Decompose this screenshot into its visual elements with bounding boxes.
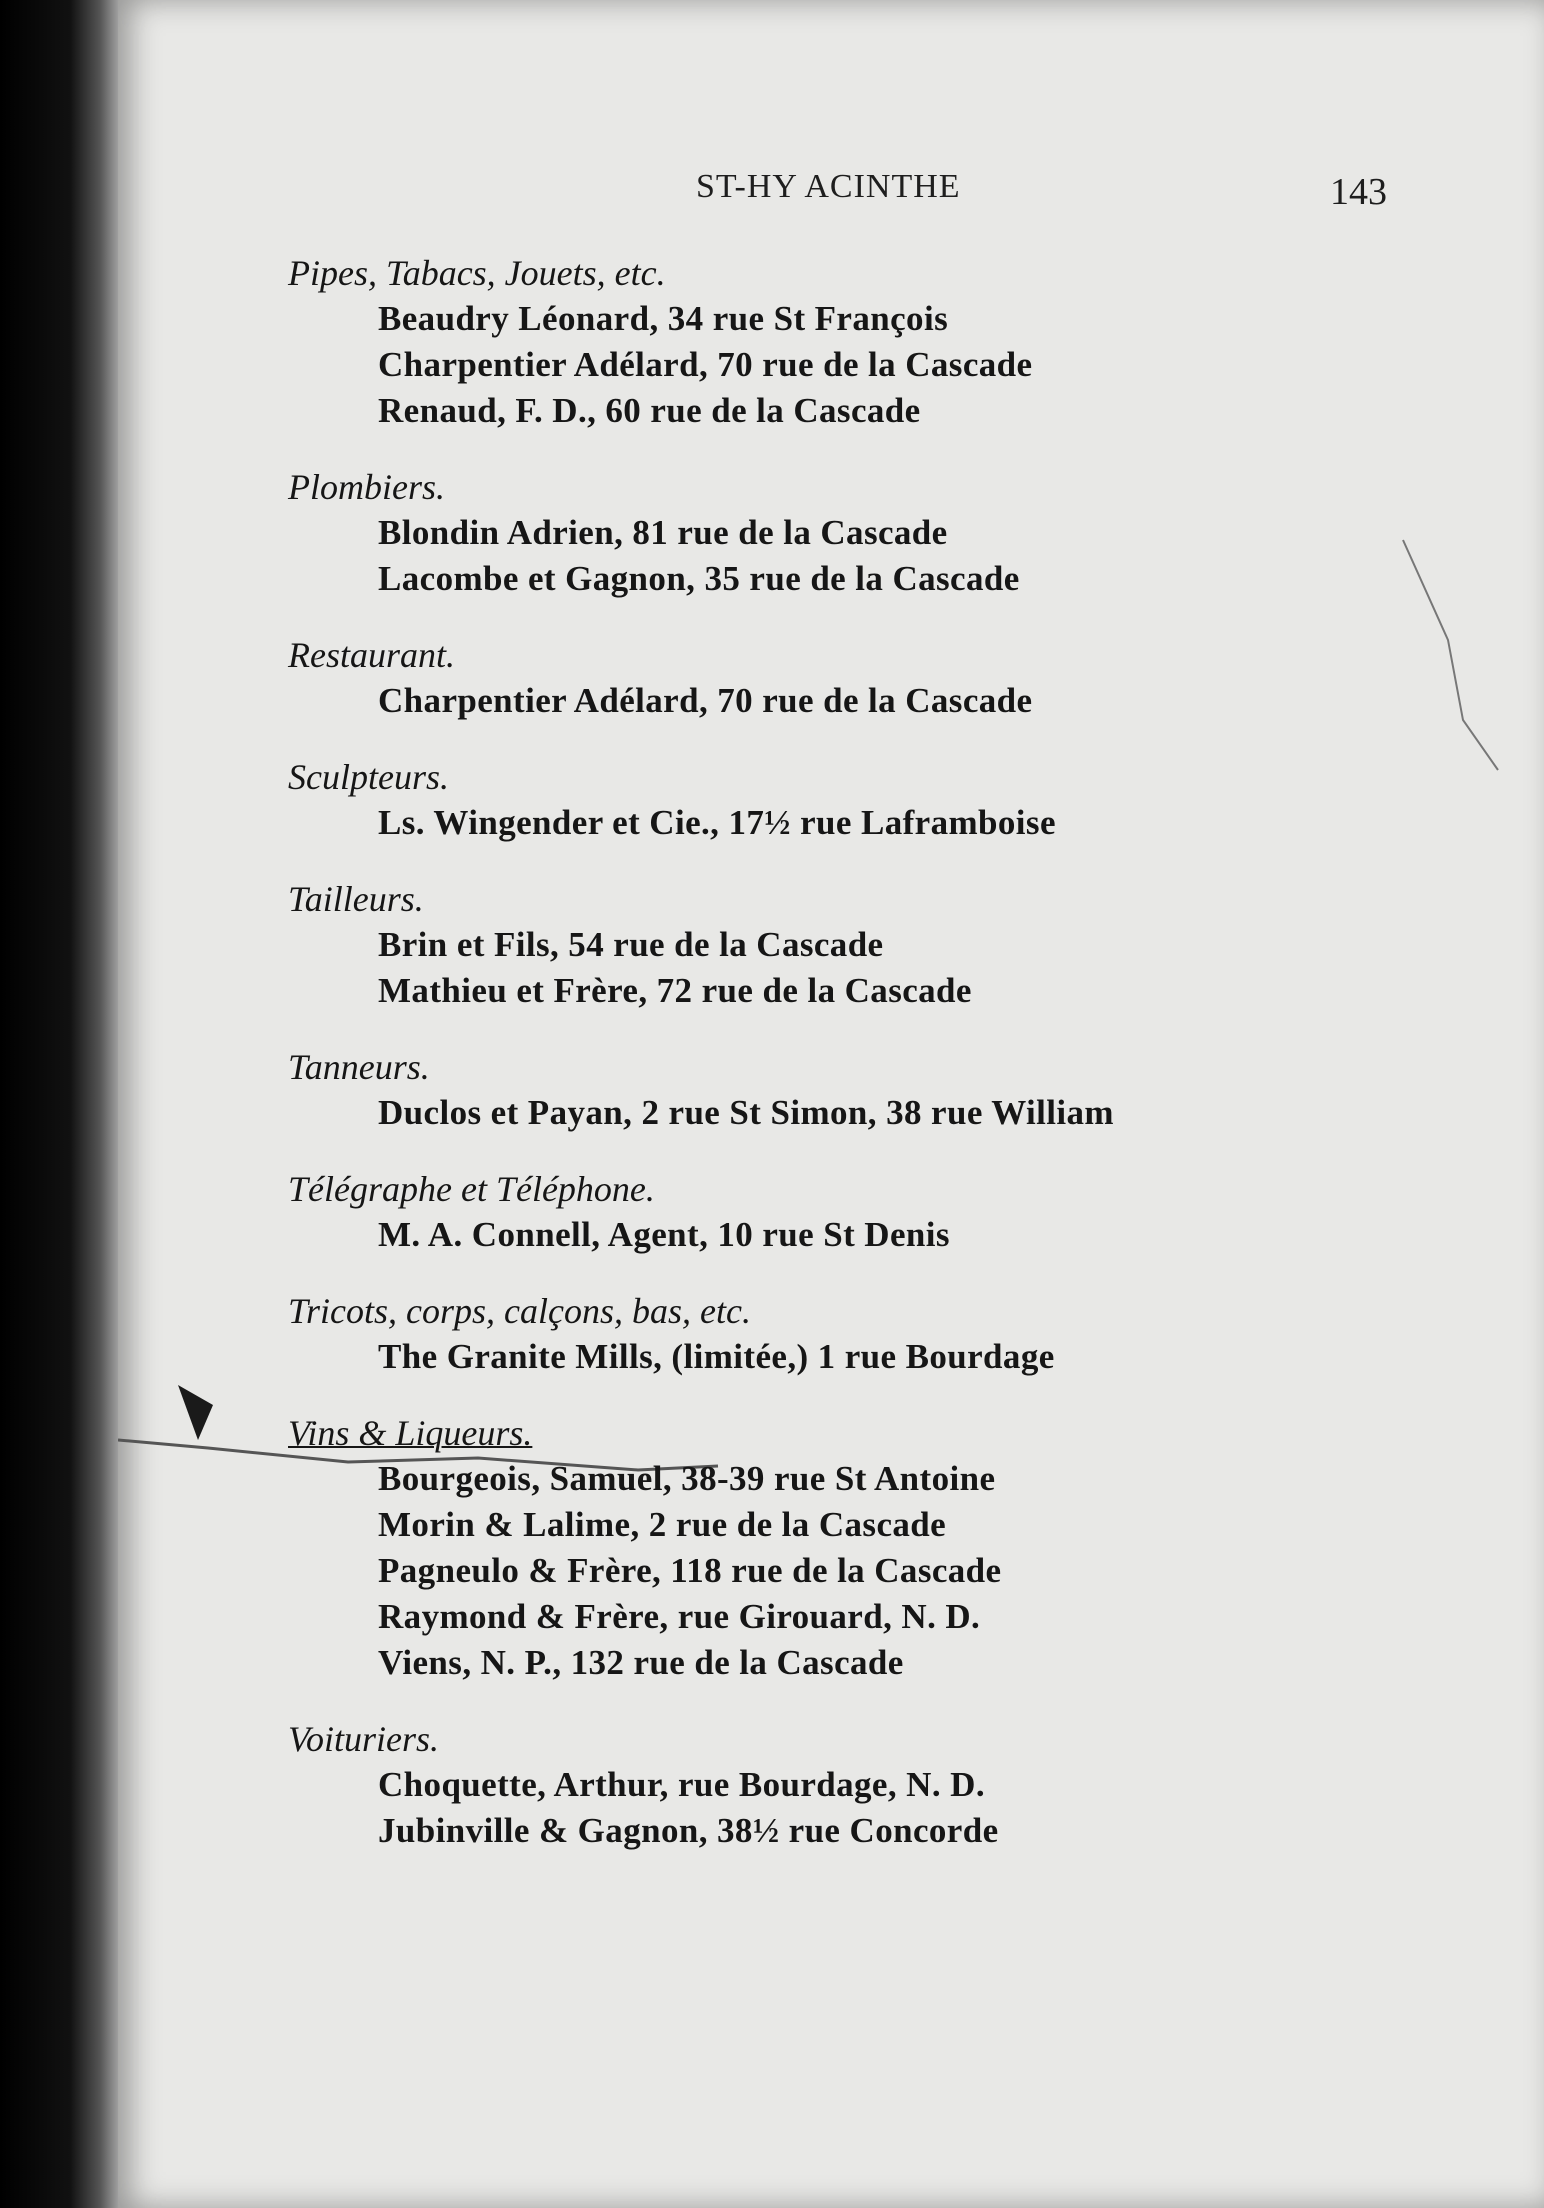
running-head: ST-HY ACINTHE <box>696 168 961 205</box>
page-number: 143 <box>1330 171 1387 213</box>
section-heading: Plombiers. <box>288 467 445 507</box>
directory-entry: Choquette, Arthur, rue Bourdage, N. D. <box>378 1765 985 1804</box>
section-heading: Vins & Liqueurs. <box>288 1413 533 1453</box>
directory-entry: Raymond & Frère, rue Girouard, N. D. <box>378 1597 981 1636</box>
directory-entry: Mathieu et Frère, 72 rue de la Cascade <box>378 971 972 1010</box>
directory-entry: The Granite Mills, (limitée,) 1 rue Bourdage <box>378 1337 1055 1376</box>
section-vins-liqueurs <box>288 1410 1488 1686</box>
section-heading: Tricots, corps, calçons, bas, etc. <box>288 1291 751 1331</box>
section-pipes-tabacs <box>288 250 1488 434</box>
section-restaurant <box>288 632 1488 724</box>
directory-entry: M. A. Connell, Agent, 10 rue St Denis <box>378 1215 950 1254</box>
business-directory <box>288 250 1488 1884</box>
tear-flap <box>178 1385 213 1440</box>
section-heading: Sculpteurs. <box>288 757 449 797</box>
directory-entry: Jubinville & Gagnon, 38½ rue Concorde <box>378 1811 999 1850</box>
directory-entry: Lacombe et Gagnon, 35 rue de la Cascade <box>378 559 1020 598</box>
section-heading: Pipes, Tabacs, Jouets, etc. <box>288 253 666 293</box>
page-header <box>118 168 1544 228</box>
section-heading: Voituriers. <box>288 1719 440 1759</box>
book-page <box>118 0 1544 2208</box>
directory-entry: Brin et Fils, 54 rue de la Cascade <box>378 925 884 964</box>
section-tricots <box>288 1288 1488 1380</box>
directory-entry: Charpentier Adélard, 70 rue de la Cascade <box>378 345 1033 384</box>
section-heading: Tailleurs. <box>288 879 424 919</box>
directory-entry: Ls. Wingender et Cie., 17½ rue Laframboise <box>378 803 1056 842</box>
directory-entry: Pagneulo & Frère, 118 rue de la Cascade <box>378 1551 1002 1590</box>
section-tanneurs <box>288 1044 1488 1136</box>
directory-entry: Renaud, F. D., 60 rue de la Cascade <box>378 391 921 430</box>
directory-entry: Duclos et Payan, 2 rue St Simon, 38 rue William <box>378 1093 1114 1132</box>
section-heading: Restaurant. <box>288 635 455 675</box>
binding-shadow <box>0 0 130 2208</box>
section-heading: Tanneurs. <box>288 1047 430 1087</box>
directory-entry: Viens, N. P., 132 rue de la Cascade <box>378 1643 904 1682</box>
section-sculpteurs <box>288 754 1488 846</box>
directory-entry: Morin & Lalime, 2 rue de la Cascade <box>378 1505 947 1544</box>
directory-entry: Blondin Adrien, 81 rue de la Cascade <box>378 513 948 552</box>
section-telegraphe <box>288 1166 1488 1258</box>
section-tailleurs <box>288 876 1488 1014</box>
directory-entry: Bourgeois, Samuel, 38-39 rue St Antoine <box>378 1459 996 1498</box>
directory-entry: Charpentier Adélard, 70 rue de la Cascade <box>378 681 1033 720</box>
section-heading: Télégraphe et Téléphone. <box>288 1169 655 1209</box>
directory-entry: Beaudry Léonard, 34 rue St François <box>378 299 949 338</box>
section-plombiers <box>288 464 1488 602</box>
section-voituriers <box>288 1716 1488 1854</box>
